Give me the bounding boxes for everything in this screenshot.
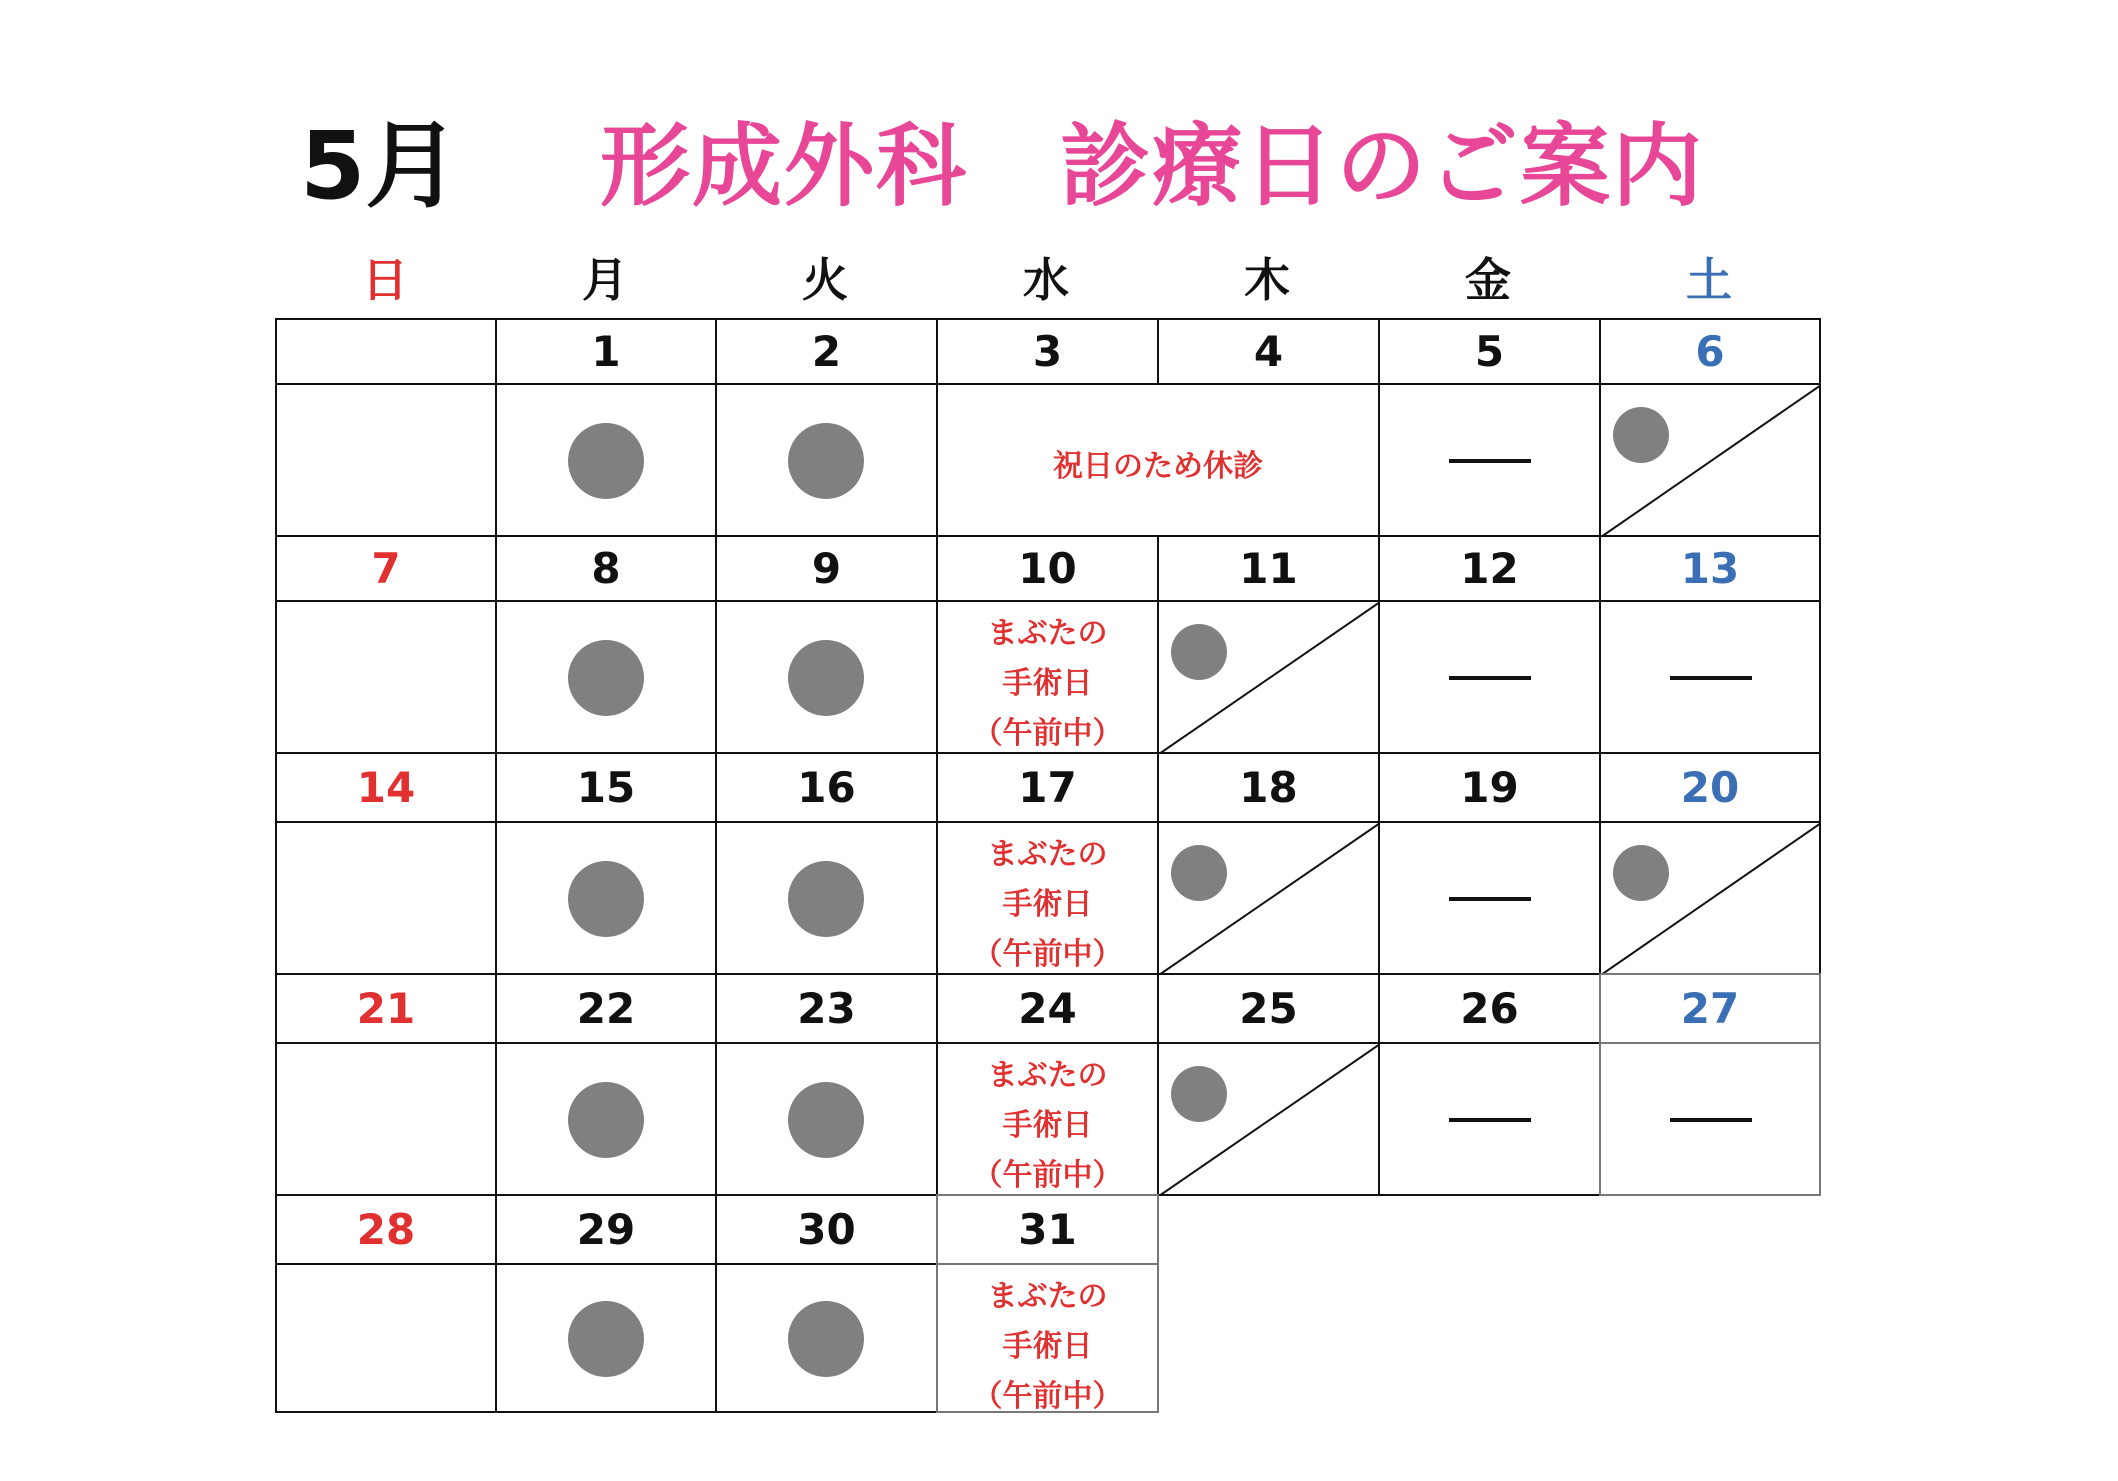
date-cell [275, 535, 497, 602]
date-cell [715, 752, 938, 823]
date-number: 30 [797, 1205, 856, 1254]
closed-dash-icon [1670, 676, 1752, 680]
date-number: 7 [371, 544, 401, 593]
status-cell [1378, 821, 1601, 975]
page-title: 形成外科 診療日のご案内 [600, 114, 1704, 219]
surgery-note-line: 手術日 [1002, 1108, 1093, 1143]
status-cell [1599, 600, 1821, 754]
status-cell [1157, 600, 1380, 754]
status-cell [715, 383, 938, 537]
date-number: 14 [356, 763, 416, 812]
open-circle-icon [788, 1301, 864, 1377]
status-cell [495, 600, 717, 754]
date-number: 5 [1474, 327, 1505, 376]
surgery-note-line: （午前中） [972, 1379, 1123, 1414]
date-cell [936, 973, 1159, 1044]
date-cell [715, 535, 938, 602]
date-number: 6 [1695, 327, 1725, 376]
date-cell [1157, 752, 1380, 823]
open-circle-icon [788, 640, 864, 716]
status-cell [495, 821, 717, 975]
status-cell [275, 821, 497, 975]
date-number: 27 [1680, 984, 1740, 1033]
surgery-note-line: まぶたの [987, 1279, 1108, 1314]
closed-dash-icon [1670, 1118, 1752, 1122]
half-day-circle-icon [1613, 407, 1669, 463]
half-day-circle-icon [1171, 845, 1227, 901]
date-cell [936, 318, 1159, 385]
status-cell [1599, 383, 1821, 537]
date-cell [1378, 973, 1601, 1044]
status-cell [715, 600, 938, 754]
date-number: 21 [356, 984, 416, 1033]
date-cell [1378, 752, 1601, 823]
date-number: 4 [1253, 327, 1284, 376]
date-number: 9 [811, 544, 842, 593]
open-circle-icon [568, 640, 644, 716]
closed-dash-icon [1449, 676, 1531, 680]
weekday-label: 火 [802, 253, 848, 307]
surgery-note-line: 手術日 [1002, 666, 1093, 701]
date-cell [1378, 318, 1601, 385]
date-number: 24 [1018, 984, 1077, 1033]
date-cell [715, 318, 938, 385]
date-number: 20 [1680, 763, 1740, 812]
status-cell [495, 1042, 717, 1196]
date-cell [495, 1194, 717, 1265]
weekday-label: 日 [362, 253, 408, 307]
holiday-cell [936, 383, 1380, 537]
weekday-label: 水 [1023, 253, 1069, 307]
date-number: 13 [1680, 544, 1740, 593]
date-cell [495, 535, 717, 602]
date-number: 10 [1018, 544, 1077, 593]
status-cell [936, 1263, 1159, 1413]
holiday-label: 祝日のため休診 [1053, 449, 1263, 484]
status-cell [1157, 1042, 1380, 1196]
status-cell [495, 383, 717, 537]
date-number: 17 [1018, 763, 1077, 812]
surgery-note-line: 手術日 [1002, 1329, 1093, 1364]
date-number: 18 [1239, 763, 1298, 812]
surgery-note-line: （午前中） [972, 937, 1123, 972]
open-circle-icon [568, 1301, 644, 1377]
weekday-label: 月 [582, 253, 628, 307]
date-number: 11 [1239, 544, 1298, 593]
open-circle-icon [568, 423, 644, 499]
status-cell [1599, 821, 1821, 975]
date-cell [1599, 535, 1821, 602]
status-cell [715, 1263, 938, 1413]
date-number: 22 [576, 984, 636, 1033]
status-cell [1378, 600, 1601, 754]
surgery-note-line: （午前中） [972, 716, 1123, 751]
status-cell [715, 1042, 938, 1196]
date-cell [715, 973, 938, 1044]
date-cell [1157, 535, 1380, 602]
status-cell [495, 1263, 717, 1413]
status-cell [1599, 1042, 1821, 1196]
status-cell [275, 600, 497, 754]
date-number: 15 [576, 763, 636, 812]
open-circle-icon [788, 1082, 864, 1158]
date-cell [715, 1194, 938, 1265]
surgery-note-line: まぶたの [987, 837, 1108, 872]
date-cell [495, 973, 717, 1044]
date-cell [275, 973, 497, 1044]
date-cell [275, 318, 497, 385]
status-cell [1378, 1042, 1601, 1196]
half-day-circle-icon [1171, 624, 1227, 680]
half-day-circle-icon [1613, 845, 1669, 901]
date-cell [1378, 535, 1601, 602]
date-number: 28 [356, 1205, 416, 1254]
date-cell [275, 752, 497, 823]
closed-dash-icon [1449, 459, 1531, 463]
date-cell [936, 752, 1159, 823]
date-number: 8 [591, 544, 621, 593]
date-cell [936, 1194, 1159, 1265]
status-cell [936, 821, 1159, 975]
open-circle-icon [568, 1082, 644, 1158]
status-cell [1157, 821, 1380, 975]
status-cell [936, 600, 1159, 754]
date-number: 26 [1460, 984, 1519, 1033]
surgery-note-line: （午前中） [972, 1158, 1123, 1193]
weekday-label: 木 [1244, 253, 1290, 307]
surgery-note-line: まぶたの [987, 616, 1108, 651]
date-number: 3 [1032, 327, 1063, 376]
title-month: 5月 [300, 112, 460, 221]
date-cell [1599, 752, 1821, 823]
weekday-label: 土 [1686, 253, 1732, 307]
status-cell [275, 1042, 497, 1196]
date-cell [1599, 973, 1821, 1044]
date-cell [1157, 318, 1380, 385]
open-circle-icon [788, 423, 864, 499]
closed-dash-icon [1449, 897, 1531, 901]
closed-dash-icon [1449, 1118, 1531, 1122]
date-cell [495, 752, 717, 823]
weekday-label: 金 [1465, 253, 1511, 307]
open-circle-icon [568, 861, 644, 937]
date-number: 31 [1018, 1205, 1077, 1254]
status-cell [275, 383, 497, 537]
date-number: 23 [797, 984, 856, 1033]
status-cell [1378, 383, 1601, 537]
date-number: 16 [797, 763, 856, 812]
date-cell [1157, 973, 1380, 1044]
status-cell [275, 1263, 497, 1413]
half-day-circle-icon [1171, 1066, 1227, 1122]
status-cell [715, 821, 938, 975]
date-cell [1599, 318, 1821, 385]
date-number: 2 [811, 327, 842, 376]
date-number: 25 [1239, 984, 1298, 1033]
surgery-note-line: 手術日 [1002, 887, 1093, 922]
date-number: 29 [576, 1205, 636, 1254]
open-circle-icon [788, 861, 864, 937]
status-cell [936, 1042, 1159, 1196]
date-cell [936, 535, 1159, 602]
date-cell [495, 318, 717, 385]
date-number: 19 [1460, 763, 1519, 812]
surgery-note-line: まぶたの [987, 1058, 1108, 1093]
date-number: 1 [591, 327, 621, 376]
date-number: 12 [1460, 544, 1519, 593]
date-cell [275, 1194, 497, 1265]
